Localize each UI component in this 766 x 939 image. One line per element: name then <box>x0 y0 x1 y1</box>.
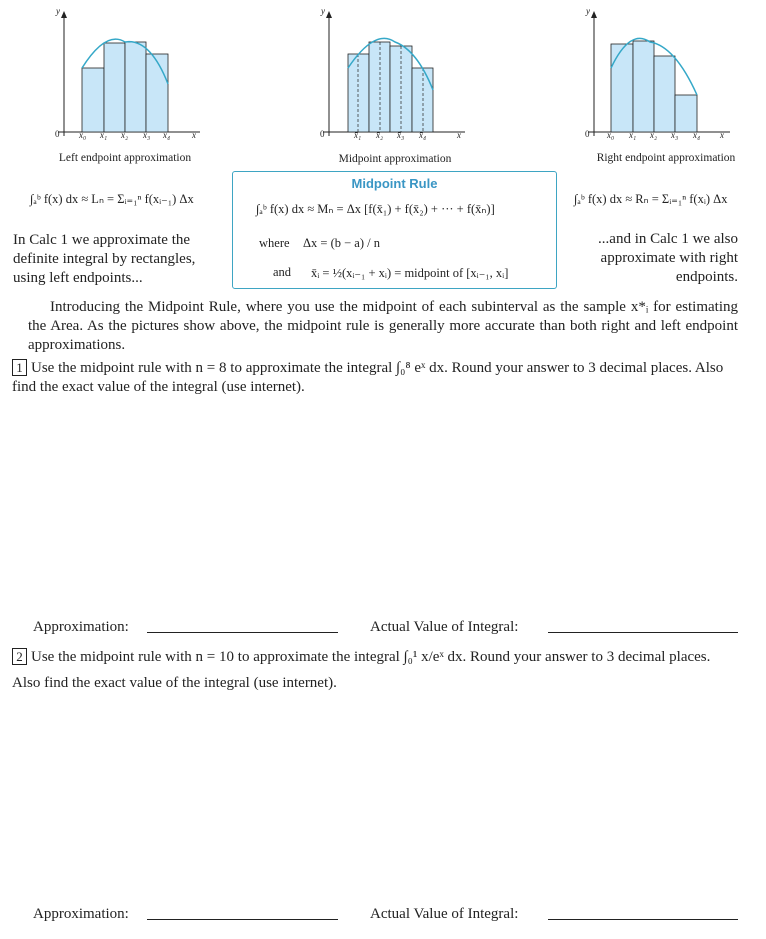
fig1-x-label: x <box>192 130 196 140</box>
fig3-tick-1: x₁ <box>629 130 637 140</box>
right-endpoint-caption: Right endpoint approximation <box>596 152 736 164</box>
problem-1-approx-label: Approximation: <box>33 619 129 635</box>
problem-2-text: Use the midpoint rule with n = 10 to approximate the integral ∫₀¹ x/eˣ dx. Round your answer to 3 decimal places. Also find the exact value of the integral (use internet). <box>12 649 711 691</box>
delta-x-formula: Δx = (b − a) / n <box>303 236 380 250</box>
right-endpoint-formula: ∫ₐᵇ f(x) dx ≈ Rₙ = Σᵢ₌₁ⁿ f(xᵢ) Δx <box>574 192 728 206</box>
right-endpoint-graph <box>570 8 740 148</box>
problem-2-actual-line[interactable] <box>548 919 738 920</box>
problem-2-number: 2 <box>12 648 27 665</box>
left-endpoint-graph <box>40 8 210 148</box>
midpoint-graph <box>305 8 475 148</box>
fig3-tick-2: x₂ <box>650 130 658 140</box>
intro-paragraph: Introducing the Midpoint Rule, where you use the midpoint of each subinterval as the sample x*ᵢ for estimating the Area. As the pictures show above, the midpoint rule is generally more accurate than both right and left endpoint approximations. <box>28 299 738 353</box>
problem-1-text: Use the midpoint rule with n = 8 to approximate the integral ∫₀⁸ eˣ dx. Round your answer to 3 decimal places. Also find the exact value of the integral (use internet). <box>12 360 724 395</box>
left-endpoint-caption: Left endpoint approximation <box>58 152 192 164</box>
problem-2-approx-line[interactable] <box>147 919 338 920</box>
fig3-y-label: y <box>586 6 590 16</box>
midpoint-definition: x̄ᵢ = ½(xᵢ₋₁ + xᵢ) = midpoint of [xᵢ₋₁, xᵢ] <box>311 266 509 280</box>
fig2-tick-4: x̄₄ <box>419 130 427 140</box>
problem-1-approx-line[interactable] <box>147 632 338 633</box>
fig3-tick-3: x₃ <box>671 130 679 140</box>
where-label: where <box>259 236 290 250</box>
midpoint-rule-title: Midpoint Rule <box>351 176 438 191</box>
fig2-tick-3: x̄₃ <box>397 130 405 140</box>
fig2-origin: 0 <box>320 129 325 139</box>
fig2-x-label: x <box>457 130 461 140</box>
left-side-note: In Calc 1 we approximate the definite integral by rectangles, using left endpoints... <box>13 232 196 286</box>
fig1-tick-0: x₀ <box>79 130 87 140</box>
fig1-y-label: y <box>56 6 60 16</box>
and-label: and <box>273 265 292 279</box>
fig2-tick-1: x̄₁ <box>354 130 362 140</box>
fig1-tick-4: x₄ <box>163 130 171 140</box>
fig1-tick-3: x₃ <box>143 130 151 140</box>
fig2-y-label: y <box>321 6 325 16</box>
problem-2 <box>12 644 738 696</box>
fig2-tick-2: x̄₂ <box>376 130 384 140</box>
midpoint-caption: Midpoint approximation <box>338 153 452 165</box>
problem-1-number: 1 <box>12 359 27 376</box>
problem-1 <box>12 359 738 397</box>
fig1-tick-1: x₁ <box>100 130 108 140</box>
problem-1-actual-label: Actual Value of Integral: <box>370 619 519 635</box>
problem-2-actual-label: Actual Value of Integral: <box>370 906 519 922</box>
fig3-origin: 0 <box>585 129 590 139</box>
left-endpoint-formula: ∫ₐᵇ f(x) dx ≈ Lₙ = Σᵢ₌₁ⁿ f(xᵢ₋₁) Δx <box>30 192 194 206</box>
fig1-origin: 0 <box>55 129 60 139</box>
problem-1-actual-line[interactable] <box>548 632 738 633</box>
midpoint-rule-formula: ∫ₐᵇ f(x) dx ≈ Mₙ = Δx [f(x̄₁) + f(x̄₂) + ··· + f(x̄ₙ)] <box>256 202 495 216</box>
fig3-tick-4: x₄ <box>693 130 701 140</box>
fig3-x-label: x <box>720 130 724 140</box>
right-side-note: ...and in Calc 1 we also approximate with right endpoints. <box>598 231 738 285</box>
fig3-tick-0: x₀ <box>607 130 615 140</box>
problem-2-approx-label: Approximation: <box>33 906 129 922</box>
fig1-tick-2: x₂ <box>121 130 129 140</box>
